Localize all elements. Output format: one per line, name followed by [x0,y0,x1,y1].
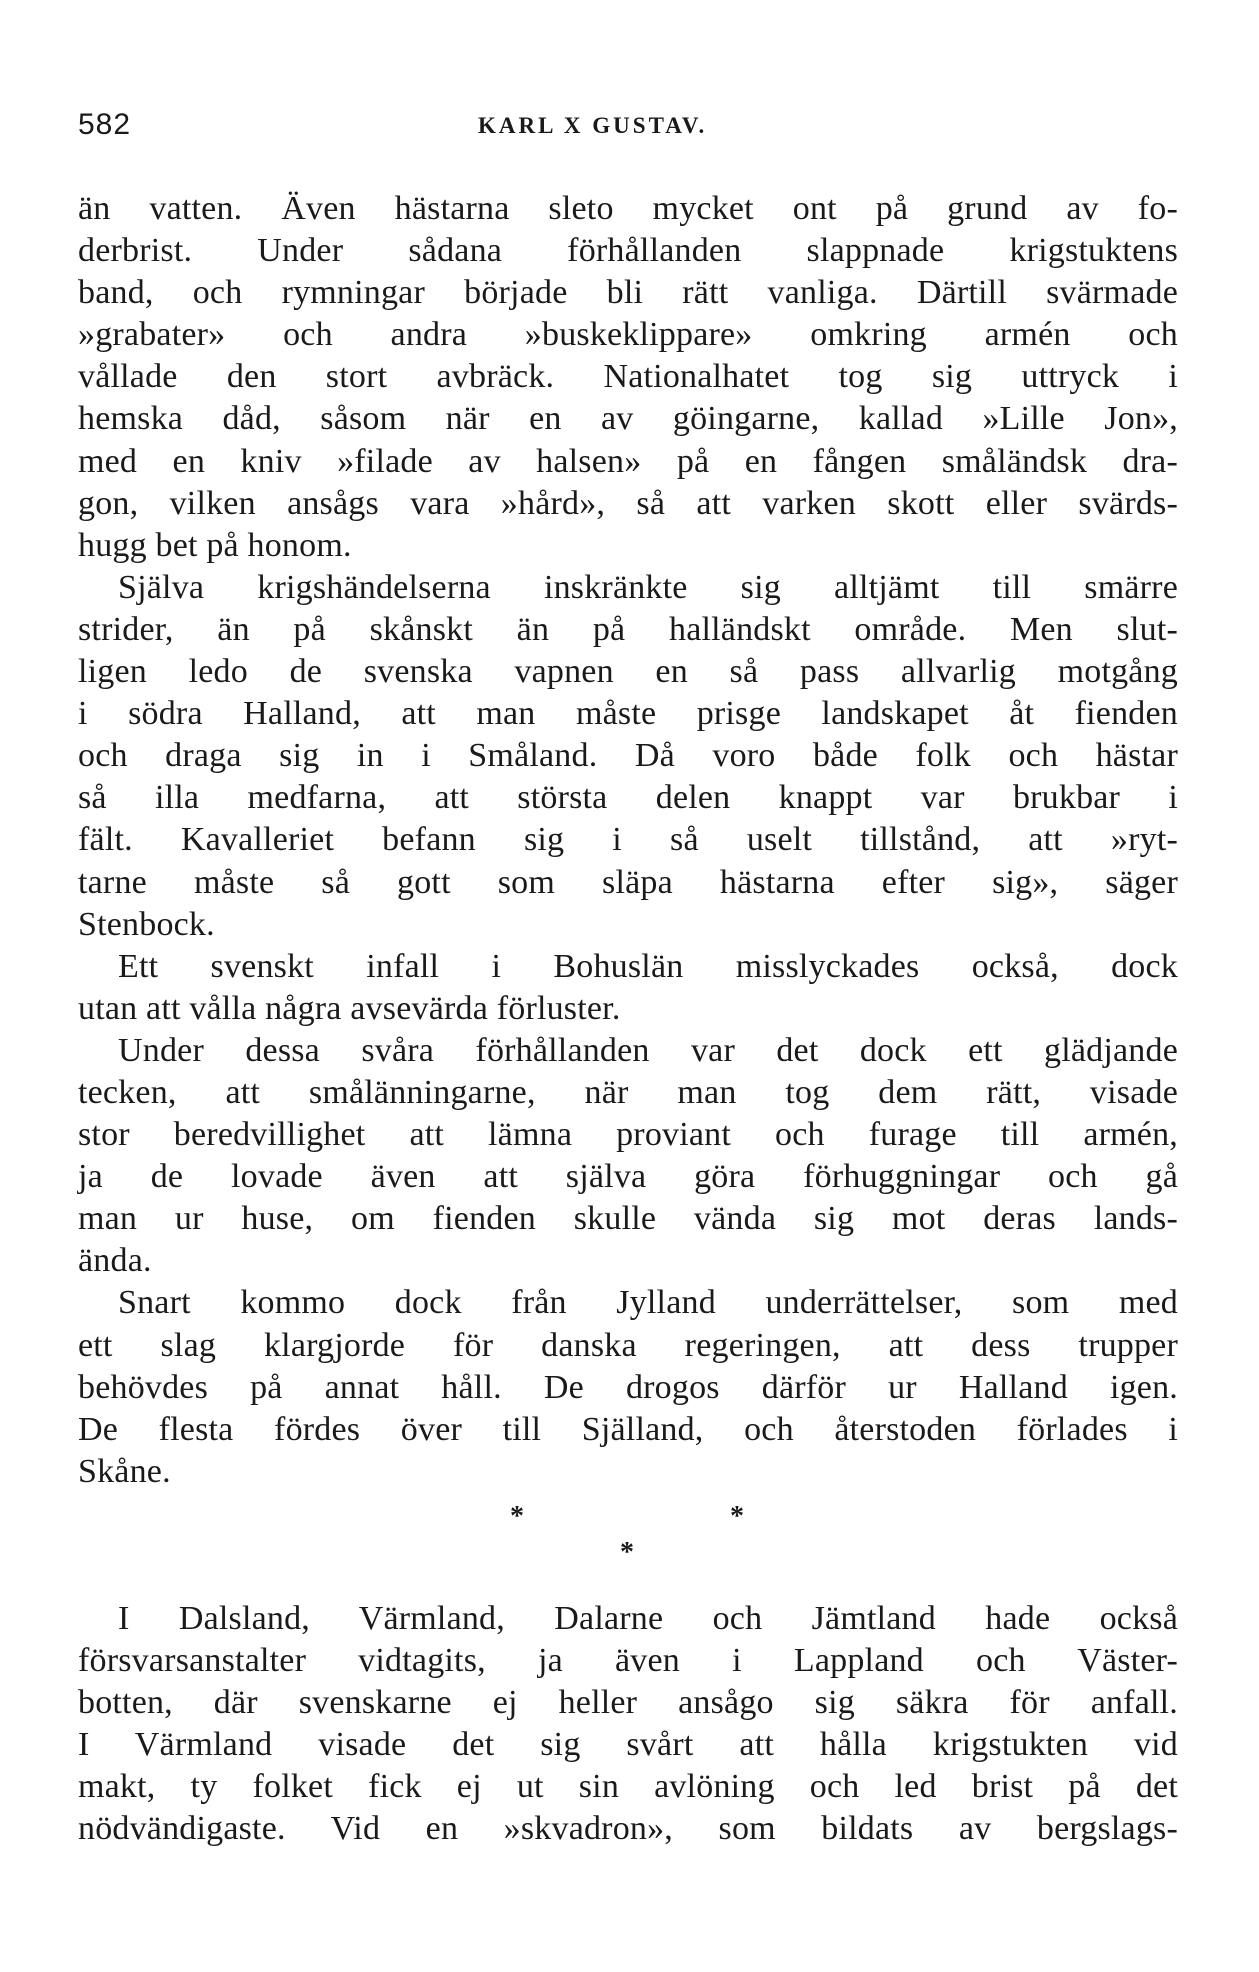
text-line: i södra Halland, att man måste prisge landskapet åt fienden [78,695,1178,733]
text-line: Skåne. [78,1452,171,1490]
text-line: tecken, att smålänningarne, när man tog dem rätt, visade [78,1073,1178,1111]
paragraph [78,946,1178,1030]
text-line: ja de lovade även att själva göra förhuggningar och gå [78,1158,1178,1196]
page-number: 582 [78,108,132,141]
text-line: I Värmland visade det sig svårt att hålla krigstukten vid [78,1726,1178,1764]
text-line: och draga sig in i Småland. Då voro både folk och hästar [78,737,1178,775]
text-line: Stenbock. [78,905,215,943]
paragraph [78,1598,1178,1851]
text-line: hemska dåd, såsom när en av göingarne, kallad »Lille Jon», [78,400,1178,438]
text-line: nödvändigaste. Vid en »skvadron», som bildats av bergslags- [78,1810,1178,1848]
paragraph [78,1282,1178,1492]
text-line: Snart kommo dock från Jylland underrättelser, som med [118,1284,1178,1322]
text-line: utan att vålla några avsevärda förluster. [78,989,621,1027]
text-line: försvarsanstalter vidtagits, ja även i Lappland och Väster- [78,1642,1178,1679]
body-text [78,188,1178,1850]
text-line: fält. Kavalleriet befann sig i så uselt tillstånd, att »ryt- [78,821,1178,859]
paragraph [78,1030,1178,1283]
text-line: Själva krigshändelserna inskränkte sig alltjämt till smärre [118,568,1178,606]
text-line: ända. [78,1242,152,1280]
text-line: Ett svenskt infall i Bohuslän misslyckades också, dock [118,947,1178,985]
text-line: ett slag klargjorde för danska regeringen, att dess trupper [78,1326,1178,1364]
text-line: vållade den stort avbräck. Nationalhatet tog sig uttryck i [78,358,1178,396]
text-line: behövdes på annat håll. De drogos därför ur Halland igen. [78,1368,1178,1406]
paragraph [78,567,1178,946]
section-separator [78,1493,1178,1598]
text-line: stor beredvillighet att lämna proviant och furage till armén, [78,1116,1178,1154]
text-line: med en kniv »filade av halsen» på en fången småländsk dra- [78,442,1178,480]
text-line: tarne måste så gott som släpa hästarna efter sig», säger [78,863,1178,901]
text-line: makt, ty folket fick ej ut sin avlöning och led brist på det [78,1768,1178,1806]
text-line: botten, där svenskarne ej heller ansågo sig säkra för anfall. [78,1684,1178,1722]
asterisk: * [620,1536,634,1568]
text-line: derbrist. Under sådana förhållanden slappnade krigstuktens [78,232,1178,270]
asterisk: * [730,1500,744,1532]
text-line: band, och rymningar började bli rätt vanliga. Därtill svärmade [78,274,1178,312]
text-line: strider, än på skånskt än på halländskt område. Men slut- [78,610,1178,648]
text-line: De flesta fördes över till Själland, och återstoden förlades i [78,1410,1178,1448]
paragraph [78,188,1178,567]
text-line: gon, vilken ansågs vara »hård», så att varken skott eller svärds- [78,484,1178,522]
text-line: ligen ledo de svenska vapnen en så pass allvarlig motgång [78,653,1178,691]
text-line: än vatten. Även hästarna sleto mycket ont på grund av fo- [78,190,1178,227]
text-line: Under dessa svåra förhållanden var det dock ett glädjande [118,1031,1178,1069]
asterisk: * [510,1500,524,1532]
text-line: »grabater» och andra »buskeklippare» omkring armén och [78,316,1178,354]
text-line: man ur huse, om fienden skulle vända sig mot deras lands- [78,1200,1178,1238]
running-head: KARL X GUSTAV. [478,113,708,138]
text-line: hugg bet på honom. [78,526,352,564]
text-line: så illa medfarna, att största delen knappt var brukbar i [78,779,1178,817]
text-line: I Dalsland, Värmland, Dalarne och Jämtland hade också [118,1599,1178,1637]
